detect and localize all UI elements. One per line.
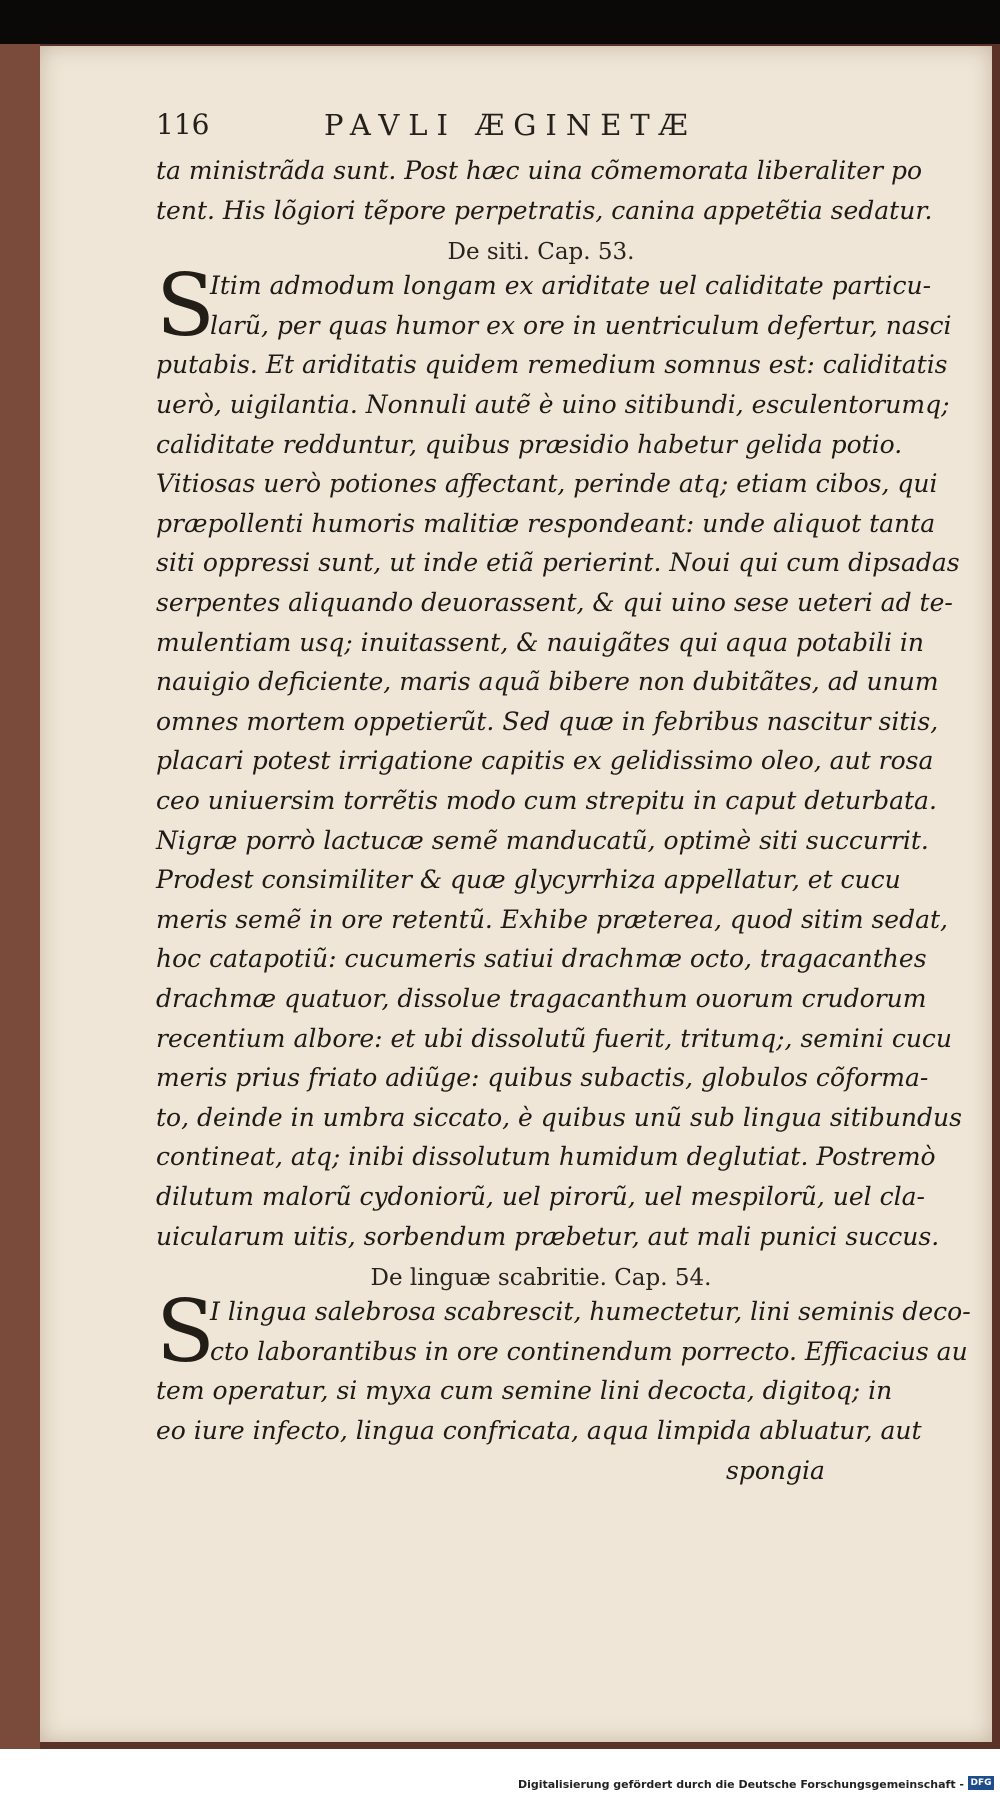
text-line: I lingua salebrosa scabrescit, humectetur, lini seminis deco-: [210, 1297, 971, 1327]
chapter-heading: De linguæ scabritie. Cap. 54.: [370, 1265, 712, 1292]
running-title: PAVLI ÆGINETÆ: [324, 108, 697, 142]
text-line: dilutum malorũ cydoniorũ, uel pirorũ, uel mespilorũ, uel cla-: [156, 1182, 925, 1211]
text-line: mulentiam usq; inuitassent, & nauigãtes qui aqua potabili in: [156, 627, 925, 657]
chapter-heading: De siti. Cap. 53.: [447, 239, 635, 266]
scan-top-border: [0, 0, 1000, 44]
text-line: tent. His lõgiori tẽpore perpetratis, canina appetẽtia sedatur.: [156, 195, 933, 225]
text-line: meris semẽ in ore retentũ. Exhibe præterea, quod sitim sedat,: [156, 904, 948, 934]
text-line: hoc catapotiũ: cucumeris satiui drachmæ octo, tragacanthes: [156, 944, 927, 974]
funding-credit: Digitalisierung gefördert durch die Deutsche Forschungsgemeinschaft -: [517, 1778, 964, 1791]
text-line: præpollenti humoris malitiæ respondeant: unde aliquot tanta: [156, 508, 936, 538]
text-line: uerò, uigilantia. Nonnuli autẽ è uino sitibundi, esculentorumq;: [156, 390, 950, 419]
text-line: eo iure infecto, lingua confricata, aqua limpida abluatur, aut: [156, 1416, 922, 1445]
text-line: recentium albore: et ubi dissolutũ fuerit, tritumq;, semini cucu: [156, 1023, 953, 1053]
book-spine-edge: [0, 44, 40, 1749]
dfg-logo: DFG: [968, 1776, 994, 1790]
text-line: putabis. Et ariditatis quidem remedium somnus est: caliditatis: [156, 350, 948, 380]
text-line: ta ministrãda sunt. Post hæc uina cõmemorata liberaliter po: [156, 156, 923, 185]
drop-initial: S: [156, 1282, 215, 1383]
text-line: tem operatur, si myxa cum semine lini decocta, digitoq; in: [156, 1376, 893, 1406]
footer-bar: [0, 1749, 1000, 1804]
text-line: contineat, atq; inibi dissolutum humidum deglutiat. Postremò: [156, 1142, 936, 1172]
text-line: placari potest irrigatione capitis ex gelidissimo oleo, aut rosa: [156, 746, 934, 776]
text-line: nauigio deficiente, maris aquã bibere non dubitãtes, ad unum: [156, 667, 939, 697]
text-line: drachmæ quatuor, dissolue tragacanthum ouorum crudorum: [156, 984, 927, 1013]
text-line: caliditate redduntur, quibus præsidio habetur gelida potio.: [156, 429, 903, 459]
text-line: siti oppressi sunt, ut inde etiã perierint. Noui qui cum dipsadas: [156, 548, 960, 578]
text-line: omnes mortem oppetierũt. Sed quæ in febribus nascitur sitis,: [156, 706, 939, 736]
text-line: uicularum uitis, sorbendum præbetur, aut mali punici succus.: [156, 1221, 940, 1251]
text-line: ceo uniuersim torrẽtis modo cum strepitu in caput deturbata.: [156, 786, 937, 815]
drop-initial: S: [156, 256, 215, 357]
catchword: spongia: [726, 1455, 825, 1485]
text-line: Nigræ porrò lactucæ semẽ manducatũ, optimè siti succurrit.: [156, 825, 929, 855]
text-line: larũ, per quas humor ex ore in uentriculum defertur, nasci: [210, 310, 952, 340]
text-line: to, deinde in umbra siccato, è quibus unũ sub lingua sitibundus: [156, 1102, 962, 1132]
text-line: Vitiosas uerò potiones affectant, perinde atq; etiam cibos, qui: [156, 469, 938, 499]
text-line: Prodest consimiliter & quæ glycyrrhiza appellatur, et cucu: [156, 865, 901, 895]
text-line: meris prius friato adiũge: quibus subactis, globulos cõforma-: [156, 1063, 929, 1093]
text-line: Itim admodum longam ex ariditate uel caliditate particu-: [210, 271, 932, 301]
page-header: [156, 108, 856, 152]
text-line: cto laborantibus in ore continendum porrecto. Efficacius au: [210, 1336, 968, 1366]
page-number: 116: [156, 108, 210, 141]
text-line: serpentes aliquando deuorassent, & qui uino sese ueteri ad te-: [156, 588, 953, 617]
